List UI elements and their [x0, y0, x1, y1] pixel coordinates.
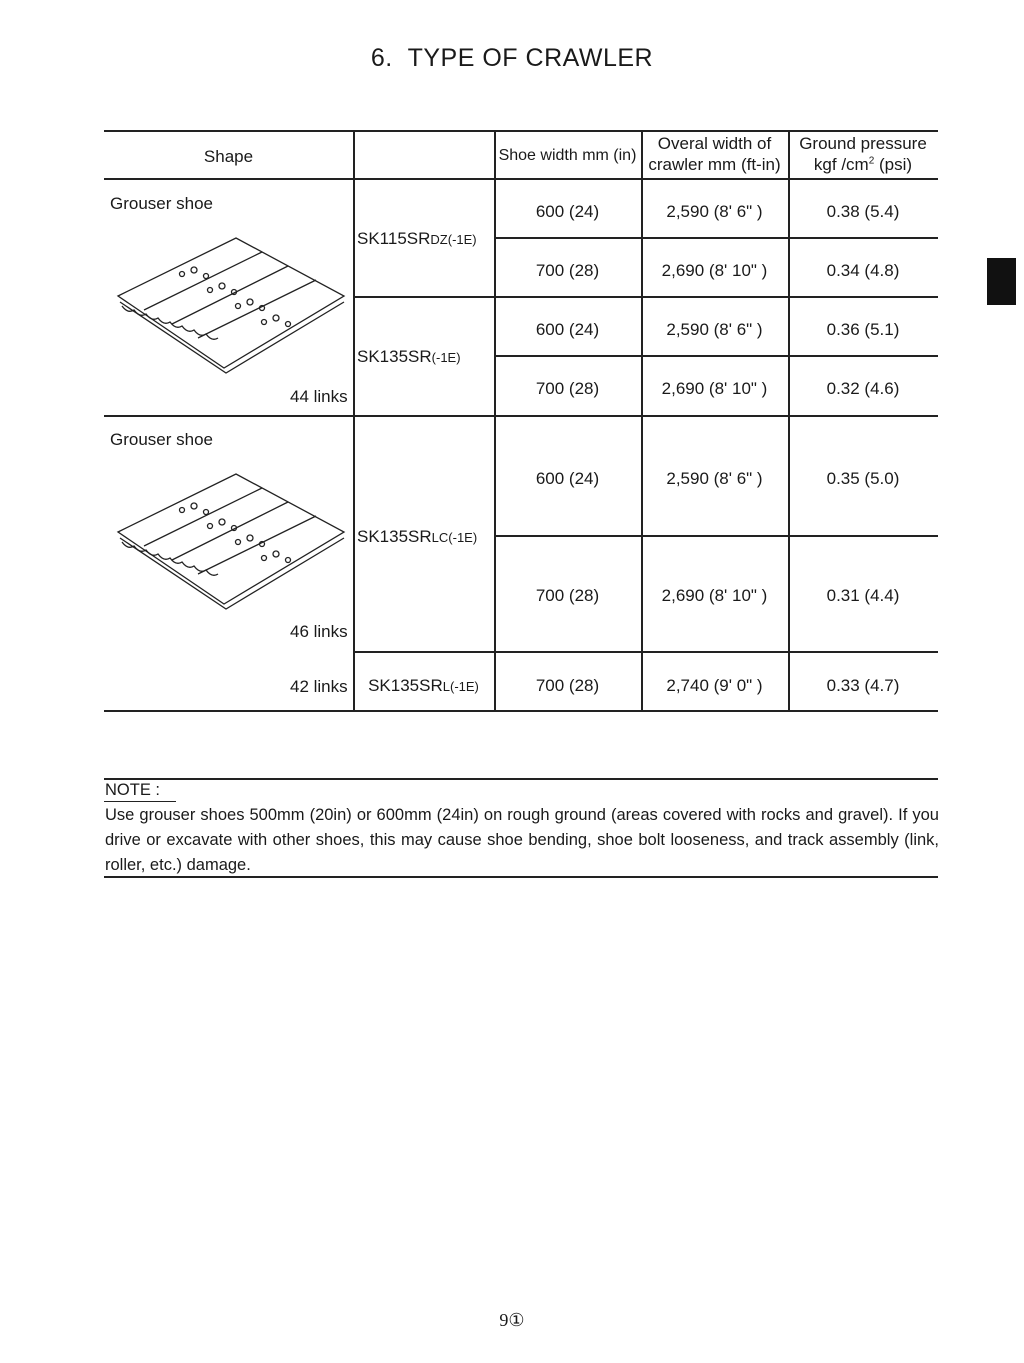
grouser-shoe-illustration: [112, 230, 347, 375]
page-title: 6. TYPE OF CRAWLER: [370, 44, 654, 72]
row-1-overall-width: 2,590 (8ʹ 6ʺ ): [666, 202, 763, 221]
grouser-shoe-illustration: [112, 466, 347, 611]
row-3-overall-width: 2,590 (8ʹ 6ʺ ): [666, 320, 763, 339]
row-2-ground-pressure: 0.34 (4.8): [826, 261, 900, 280]
shape-label-grouser-1: Grouser shoe: [110, 194, 213, 213]
row-4-overall-width: 2,690 (8ʹ 10ʺ ): [661, 379, 768, 398]
row-2-shoe-width: 700 (28): [535, 261, 600, 280]
row-6-shoe-width: 700 (28): [535, 586, 600, 605]
row-1-ground-pressure: 0.38 (5.4): [826, 202, 900, 221]
row-4-ground-pressure: 0.32 (4.6): [826, 379, 900, 398]
row-3-shoe-width: 600 (24): [535, 320, 600, 339]
row-3-ground-pressure: 0.36 (5.1): [826, 320, 900, 339]
header-overall-width-line1: Overal width of: [657, 134, 772, 153]
row-5-overall-width: 2,590 (8ʹ 6ʺ ): [666, 469, 763, 488]
row-6-overall-width: 2,690 (8ʹ 10ʺ ): [661, 586, 768, 605]
section-tab-marker: [987, 258, 1016, 305]
row-7-shoe-width: 700 (28): [535, 676, 600, 695]
links-42: 42 links: [290, 677, 348, 696]
links-46: 46 links: [290, 622, 348, 641]
model-sk135srl: SK135SRL(-1E): [368, 676, 479, 695]
row-7-overall-width: 2,740 (9ʹ 0ʺ ): [666, 676, 763, 695]
row-4-shoe-width: 700 (28): [535, 379, 600, 398]
row-6-ground-pressure: 0.31 (4.4): [826, 586, 900, 605]
header-ground-pressure-line2: kgf $/cm^2$ (psi): [813, 155, 913, 174]
model-sk135srlc: SK135SRLC(-1E): [357, 527, 478, 546]
row-1-shoe-width: 600 (24): [535, 202, 600, 221]
row-2-overall-width: 2,690 (8ʹ 10ʺ ): [661, 261, 768, 280]
row-5-shoe-width: 600 (24): [535, 469, 600, 488]
note-label: NOTE :: [105, 781, 161, 799]
header-ground-pressure-line1: Ground pressure: [799, 134, 927, 153]
header-shape: Shape: [203, 147, 254, 166]
page-number: 9①: [499, 1310, 525, 1330]
row-5-ground-pressure: 0.35 (5.0): [826, 469, 900, 488]
links-44: 44 links: [290, 387, 348, 406]
shape-label-grouser-2: Grouser shoe: [110, 430, 213, 449]
row-7-ground-pressure: 0.33 (4.7): [826, 676, 900, 695]
model-sk115srdz: SK115SRDZ(-1E): [357, 229, 477, 248]
header-shoe-width: Shoe width mm (in): [498, 147, 637, 164]
model-sk135sr: SK135SR(-1E): [357, 347, 461, 366]
header-overall-width-line2: crawler mm (ft-in): [648, 155, 781, 174]
note-text: Use grouser shoes 500mm (20in) or 600mm (24in) on rough ground (areas covered with rocks and gravel). If you drive or excavate with other shoes, this may cause shoe bending, shoe bolt looseness, and track assembly (link, roller, etc.) damage.: [105, 806, 939, 874]
